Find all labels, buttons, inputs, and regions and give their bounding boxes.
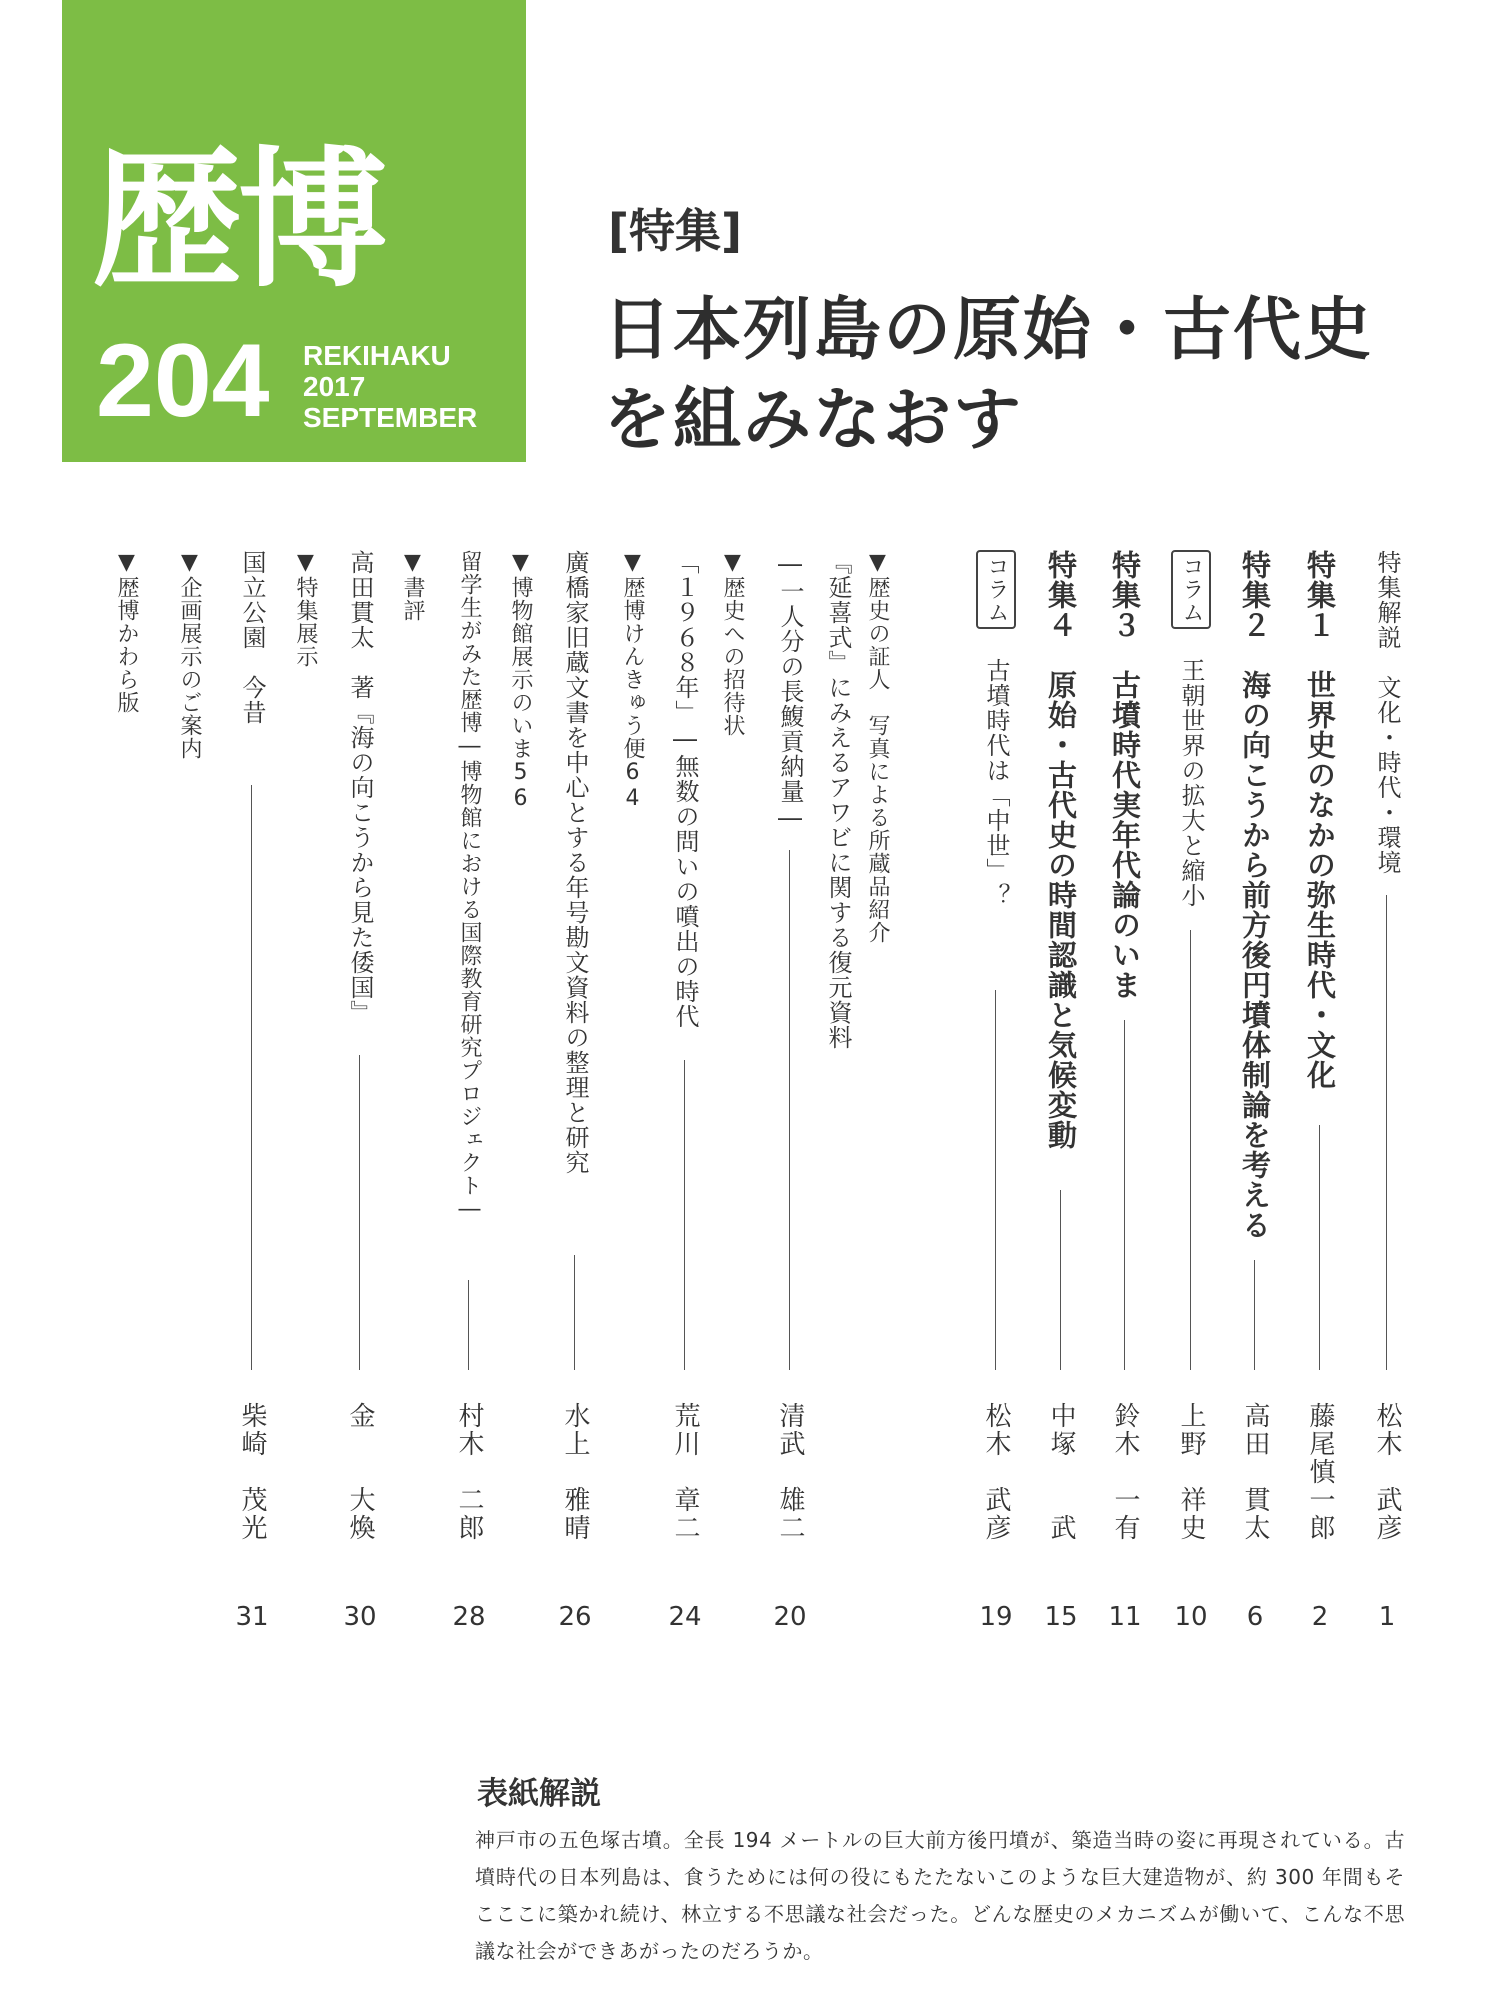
toc-author: 鈴木 一有 <box>1110 1402 1140 1542</box>
toc-leader <box>1254 1260 1255 1370</box>
toc-author: 中塚 武 <box>1046 1402 1076 1542</box>
toc-entry-subtitle: ―一人分の長鰒貢納量― <box>776 550 804 833</box>
table-of-contents <box>0 550 1500 1650</box>
toc-section-label: ▼書評 <box>400 550 425 622</box>
toc-page-number: 10 <box>1174 1602 1208 1632</box>
toc-author: 柴崎 茂光 <box>237 1402 267 1542</box>
toc-author: 高田 貫太 <box>1240 1402 1270 1542</box>
toc-leader <box>995 990 996 1370</box>
issue-month: SEPTEMBER <box>303 402 478 433</box>
toc-entry-title: 廣橋家旧蔵文書を中心とする年号勘文資料の整理と研究 <box>561 550 589 1175</box>
toc-entry-title: 高田貫太 著『海の向こうから見た倭国』 <box>346 550 374 1025</box>
toc-section-label: ▼特集展示 <box>293 550 318 668</box>
toc-entry-title: 特集４ 原始・古代史の時間認識と気候変動 <box>1044 550 1078 1150</box>
column-tag: コラム <box>976 550 1016 629</box>
toc-author: 藤尾慎一郎 <box>1305 1402 1335 1542</box>
toc-page-number: 20 <box>773 1602 807 1632</box>
toc-author: 村木 二郎 <box>454 1402 484 1542</box>
issue-number: 204 <box>96 323 270 439</box>
feature-title-line2: を組みなおす <box>603 380 1024 460</box>
toc-page-number: 11 <box>1108 1602 1142 1632</box>
toc-author: 松木 武彦 <box>1372 1402 1402 1542</box>
toc-entry-title: 古墳時代は「中世」？ <box>982 658 1010 908</box>
toc-section-label: ▼歴史の証人 写真による所蔵品紹介 <box>865 550 890 944</box>
toc-author: 金 大煥 <box>345 1402 375 1542</box>
toc-page-number: 30 <box>343 1602 377 1632</box>
toc-leader <box>251 785 252 1370</box>
toc-author: 荒川 章二 <box>670 1402 700 1542</box>
masthead-english <box>303 340 477 433</box>
toc-author: 水上 雅晴 <box>560 1402 590 1542</box>
toc-section-label: ▼企画展示のご案内 <box>177 550 202 760</box>
issue-year: 2017 <box>303 371 366 402</box>
feature-title <box>603 285 1423 465</box>
toc-entry-title: 「１９６８年」―無数の問いの噴出の時代 <box>671 550 699 1029</box>
toc-leader <box>359 1055 360 1370</box>
toc-leader <box>684 1060 685 1370</box>
toc-leader <box>1124 1020 1125 1370</box>
toc-page-number: 26 <box>558 1602 592 1632</box>
toc-section-label: ▼歴博けんきゅう便64 <box>620 550 645 812</box>
toc-author: 清武 雄二 <box>775 1402 805 1542</box>
toc-entry-title: 王朝世界の拡大と縮小 <box>1177 658 1205 908</box>
column-tag: コラム <box>1171 550 1211 629</box>
feature-tag: [特集] <box>608 204 743 258</box>
toc-page-number: 6 <box>1246 1602 1264 1632</box>
toc-entry-title: 特集解説 文化・時代・環境 <box>1373 550 1401 875</box>
toc-page-number: 31 <box>235 1602 269 1632</box>
cover-note-body: 神戸市の五色塚古墳。全長 194 メートルの巨大前方後円墳が、築造当時の姿に再現されている。古墳時代の日本列島は、食うためには何の役にもたたないこのような巨大建造物が、約 300 年間もそこここに築かれ続け、林立する不思議な社会だった。どんな歴史のメカニズムが働いて、こんな不思議な社会ができあがったのだろうか。 <box>475 1828 1405 1963</box>
toc-leader <box>1319 1125 1320 1370</box>
toc-entry-title: 特集１ 世界史のなかの弥生時代・文化 <box>1303 550 1337 1090</box>
toc-entry-title: 国立公園 今昔 <box>238 550 266 725</box>
toc-entry-title: 留学生がみた歴博―博物館における国際教育研究プロジェクト― <box>457 550 482 1223</box>
masthead-logo <box>62 0 526 462</box>
toc-page-number: 15 <box>1044 1602 1078 1632</box>
toc-page-number: 1 <box>1378 1602 1396 1632</box>
logo-mark: 歴博 <box>92 134 385 308</box>
magazine-name-en: REKIHAKU <box>303 340 451 371</box>
toc-leader <box>789 850 790 1370</box>
toc-leader <box>1060 1190 1061 1370</box>
toc-entry-title: 『延喜式』にみえるアワビに関する復元資料 <box>824 550 852 1050</box>
feature-title-line1: 日本列島の原始・古代史 <box>603 290 1374 370</box>
cover-note-heading: 表紙解説 <box>477 1776 601 1812</box>
toc-leader <box>1190 930 1191 1370</box>
toc-page-number: 19 <box>979 1602 1013 1632</box>
toc-leader <box>468 1280 469 1370</box>
toc-entry-title: 特集３ 古墳時代実年代論のいま <box>1108 550 1142 1000</box>
toc-leader <box>1386 895 1387 1370</box>
toc-author: 上野 祥史 <box>1176 1402 1206 1542</box>
toc-author: 松木 武彦 <box>981 1402 1011 1542</box>
toc-section-label: ▼歴史への招待状 <box>720 550 745 737</box>
toc-page-number: 24 <box>668 1602 702 1632</box>
toc-entry-title: 特集２ 海の向こうから前方後円墳体制論を考える <box>1238 550 1272 1240</box>
toc-page-number: 28 <box>452 1602 486 1632</box>
toc-section-label: ▼歴博かわら版 <box>114 550 139 714</box>
toc-page-number: 2 <box>1311 1602 1329 1632</box>
toc-leader <box>574 1255 575 1370</box>
toc-section-label: ▼博物館展示のいま56 <box>508 550 533 812</box>
